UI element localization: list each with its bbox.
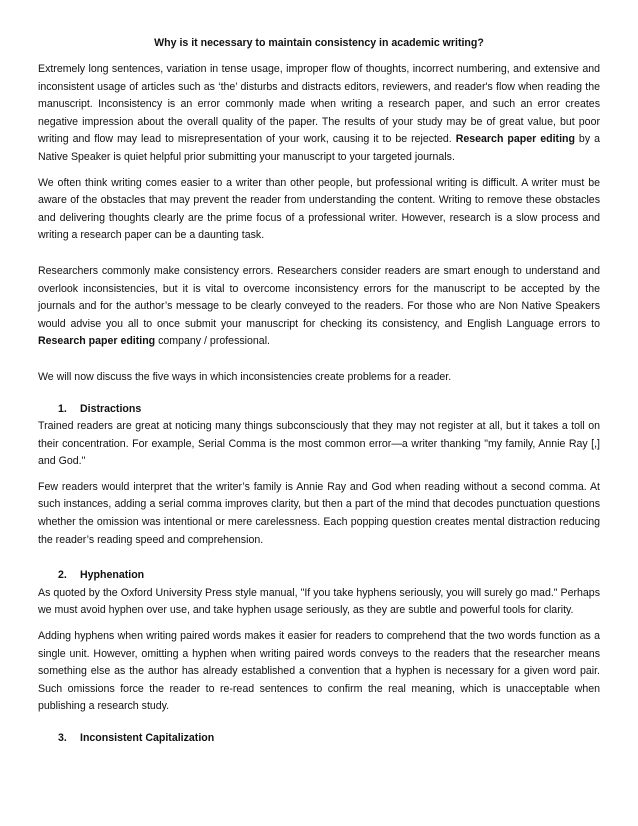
document-title: Why is it necessary to maintain consistency in academic writing? xyxy=(154,37,484,49)
hyphenation-paragraph-1: As quoted by the Oxford University Press style manual, "If you take hyphens seriously, you will surely go mad." Perhaps we must avoid hyphen over use, and take hyphen usage seriously, as they are subtle and powerful tools for clarity. xyxy=(38,586,600,617)
intro-bold-phrase: Research paper editing xyxy=(455,133,575,146)
section-number: 3. xyxy=(58,732,67,744)
hyphenation-paragraph-2: Adding hyphens when writing paired words makes it easier for readers to comprehend that the two words function as a single unit. However, omitting a hyphen when writing paired words conveys to the readers that the researcher means something else as the author has already established a convention that a hyphen is necessary for a given word pair. Such omissions force the reader to re-read sentences to confirm the real meaning, which is unacceptable when publishing a research study. xyxy=(38,630,600,713)
distractions-paragraph-1: Trained readers are great at noticing many things subconsciously that they may not register at all, but it takes a toll on their concentration. For example, Serial Comma is the most common error—a writer thanking "my family, Annie Ray [,] and God." xyxy=(38,420,600,468)
section-hyphenation-heading xyxy=(38,567,600,585)
five-ways-paragraph: We will now discuss the five ways in which inconsistencies create problems for a reader. xyxy=(38,370,452,383)
intro-text-after: by a Native Speaker is quiet helpful prior submitting your manuscript to your targeted journals. xyxy=(38,133,600,163)
section-distractions-heading xyxy=(38,401,600,419)
intro-text-before: Extremely long sentences, variation in tense usage, improper flow of thoughts, incorrect numbering, and extensive and inconsistent usage of articles such as ‘the’ disturbs and distracts editors, reviewers, and reader's flow when reading the manuscript. Inconsistency is an error commonly made when writing a research paper, and such an error creates negative impression about the overall quality of the paper. The results of your study may be of great value, but poor writing and flow may lead to misrepresentation of your work, causing it to be rejected. xyxy=(38,63,600,146)
intro-paragraph xyxy=(38,61,600,167)
section-number: 2. xyxy=(58,569,67,582)
distractions-paragraph-2: Few readers would interpret that the writer’s family is Annie Ray and God when reading without a second comma. At such instances, adding a serial comma improves clarity, but then a part of the mind that decodes punctuation questions whether the omission was intentional or mere carelessness. Each popping question creates mental distraction reducing the reader’s reading speed and comprehension. xyxy=(38,480,600,546)
researchers-bold-phrase: Research paper editing xyxy=(38,335,156,348)
researchers-text-before: Researchers commonly make consistency errors. Researchers consider readers are smart enough to understand and overlook inconsistencies, but it is vital to overcome inconsistency errors for the manuscript to be accepted by the journals and for the author’s message to be clearly conveyed to the readers. For those who are Non Native Speakers would advise you all to once submit your manuscript for checking its consistency, and English Language errors to xyxy=(38,264,600,330)
researchers-paragraph xyxy=(38,263,600,351)
researchers-text-after: company / professional. xyxy=(155,335,270,348)
writing-paragraph: We often think writing comes easier to a writer than other people, but professional writing is difficult. A writer must be aware of the obstacles that may prevent the reader from understanding the content. Writing to remove these obstacles and delivering thoughts clearly are the prime focus of a professional writer. However, research is a slow process and writing a research paper can be a daunting task. xyxy=(38,176,600,242)
section-title: Distractions xyxy=(80,402,142,415)
section-number: 1. xyxy=(58,402,67,415)
section-title: Inconsistent Capitalization xyxy=(80,732,215,744)
section-title: Hyphenation xyxy=(80,569,145,582)
section-capitalization-heading xyxy=(38,730,600,748)
